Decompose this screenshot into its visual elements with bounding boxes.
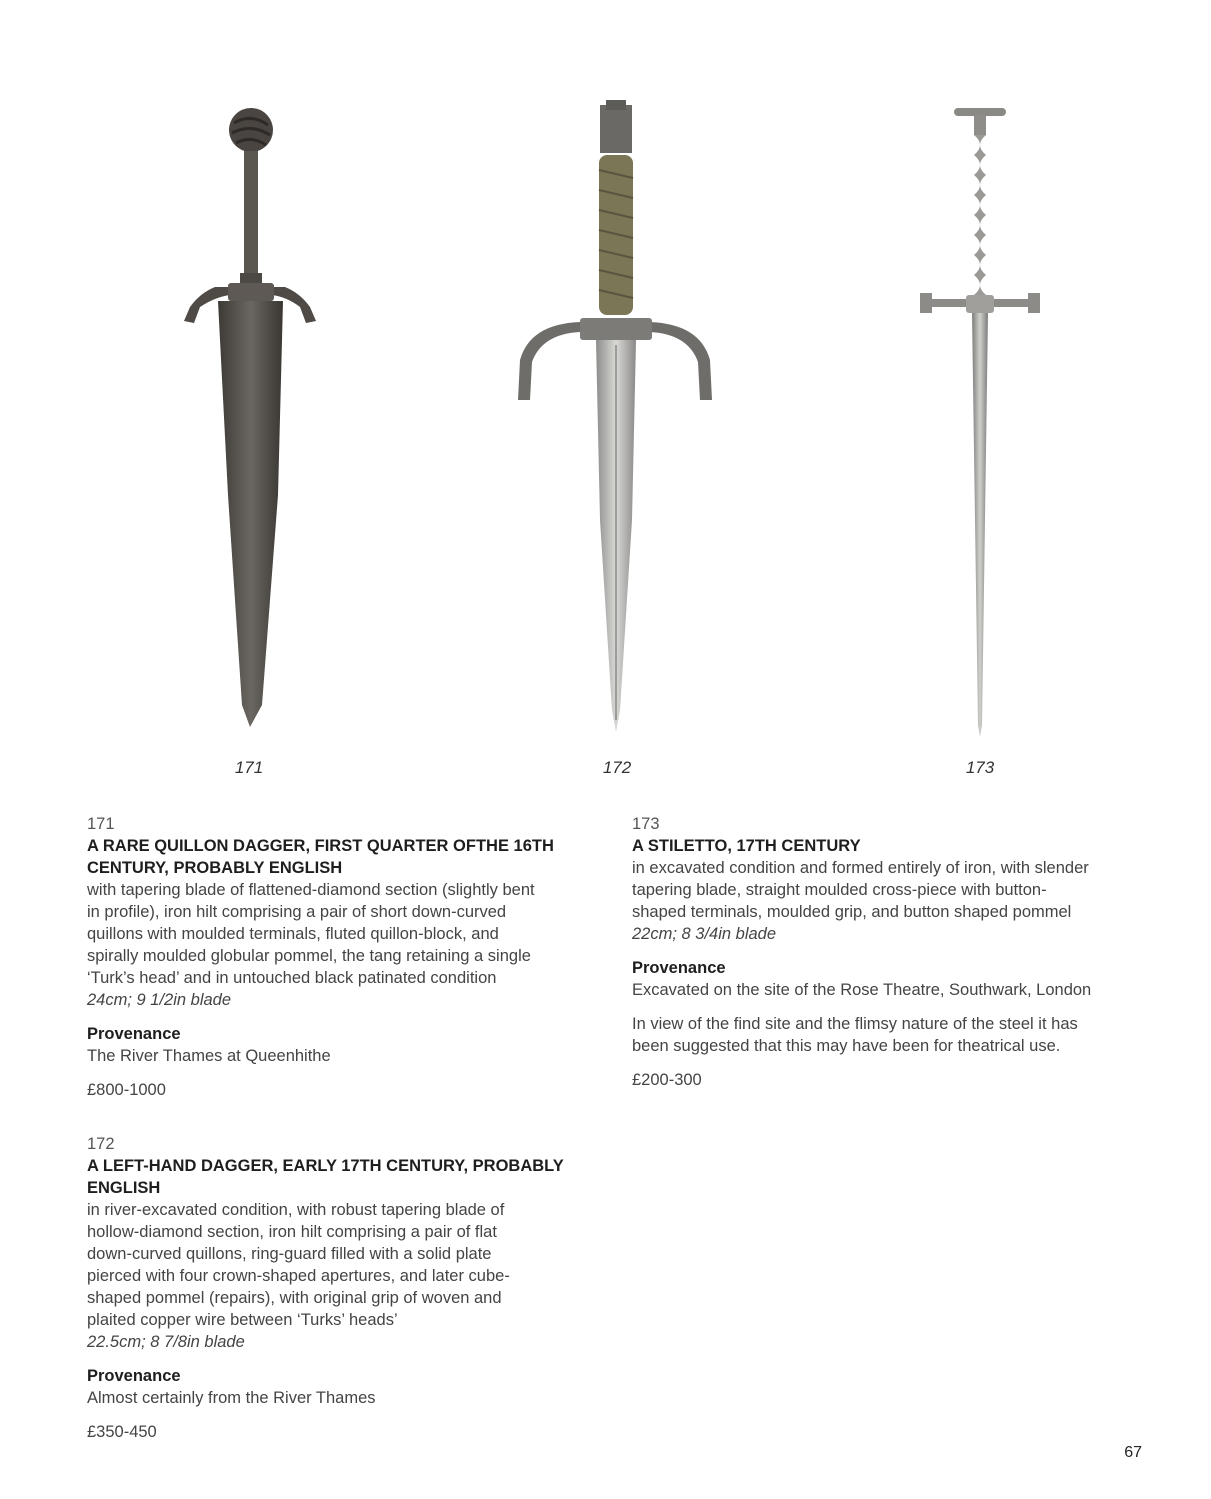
lot-title-line: A RARE QUILLON DAGGER, FIRST QUARTER OFTHE 16TH (87, 837, 554, 855)
lot-title (87, 835, 607, 879)
lot-measurement: 22cm; 8 3/4in blade (632, 925, 777, 943)
note-line: been suggested that this may have been for theatrical use. (632, 1037, 1061, 1055)
description-line: plaited copper wire between ‘Turks’ heads’ (87, 1311, 398, 1329)
description-line: in river-excavated condition, with robust tapering blade of (87, 1201, 505, 1219)
blade (218, 301, 283, 727)
lot-number: 172 (87, 1135, 115, 1153)
description-line: with tapering blade of flattened-diamond section (slightly bent (87, 881, 535, 899)
estimate: £200-300 (632, 1071, 702, 1089)
description-line: ‘Turk’s head’ and in untouched black patinated condition (87, 969, 497, 987)
page-number: 67 (1124, 1444, 1142, 1461)
estimate: £350-450 (87, 1423, 157, 1441)
description-line: tapering blade, straight moulded cross-piece with button- (632, 881, 1047, 899)
lot-title (87, 1155, 607, 1199)
lot-173 (632, 813, 1152, 1091)
figure-caption-173: 173 (965, 758, 995, 777)
grip (974, 135, 986, 295)
lot-title-line: CENTURY, PROBABLY ENGLISH (87, 859, 343, 877)
description-line: in excavated condition and formed entirely of iron, with slender (632, 859, 1089, 877)
lot-description (87, 1199, 607, 1331)
lot-title-line: A LEFT-HAND DAGGER, EARLY 17TH CENTURY, PROBABLY (87, 1157, 564, 1175)
provenance-heading: Provenance (632, 959, 726, 977)
description-line: quillons with moulded terminals, fluted quillon-block, and (87, 925, 499, 943)
provenance-heading: Provenance (87, 1025, 181, 1043)
provenance-text: Almost certainly from the River Thames (87, 1389, 376, 1407)
lot-measurement: 22.5cm; 8 7/8in blade (87, 1333, 245, 1351)
provenance-text: Excavated on the site of the Rose Theatre, Southwark, London (632, 981, 1092, 999)
lot-title-line: A STILETTO, 17TH CENTURY (632, 837, 861, 855)
description-line: hollow-diamond section, iron hilt comprising a pair of flat (87, 1223, 497, 1241)
figure-caption-172: 172 (602, 758, 632, 777)
figure-173-stiletto (910, 105, 1050, 745)
estimate: £800-1000 (87, 1081, 166, 1099)
lot-title-line: ENGLISH (87, 1179, 161, 1197)
lot-number: 171 (87, 815, 115, 833)
provenance-text: The River Thames at Queenhithe (87, 1047, 331, 1065)
lot-note (632, 1013, 1152, 1057)
lot-171 (87, 813, 607, 1101)
figure-172-left-hand-dagger (510, 100, 720, 740)
pommel (600, 105, 632, 153)
description-line: spirally moulded globular pommel, the tang retaining a single (87, 947, 531, 965)
description-line: shaped terminals, moulded grip, and button shaped pommel (632, 903, 1072, 921)
pommel (954, 108, 1006, 116)
figure-caption-171: 171 (234, 758, 264, 777)
provenance-heading: Provenance (87, 1367, 181, 1385)
lot-description (87, 879, 607, 989)
lot-measurement: 24cm; 9 1/2in blade (87, 991, 232, 1009)
lot-title (632, 835, 1152, 857)
lot-172 (87, 1133, 607, 1443)
lot-number: 173 (632, 815, 660, 833)
description-line: in profile), iron hilt comprising a pair of short down-curved (87, 903, 507, 921)
blade (972, 313, 988, 737)
description-line: pierced with four crown-shaped apertures, and later cube- (87, 1267, 510, 1285)
lot-description (632, 857, 1152, 923)
note-line: In view of the find site and the flimsy nature of the steel it has (632, 1015, 1078, 1033)
figure-171-quillon-dagger (170, 95, 330, 735)
description-line: down-curved quillons, ring-guard filled with a solid plate (87, 1245, 492, 1263)
description-line: shaped pommel (repairs), with original grip of woven and (87, 1289, 502, 1307)
